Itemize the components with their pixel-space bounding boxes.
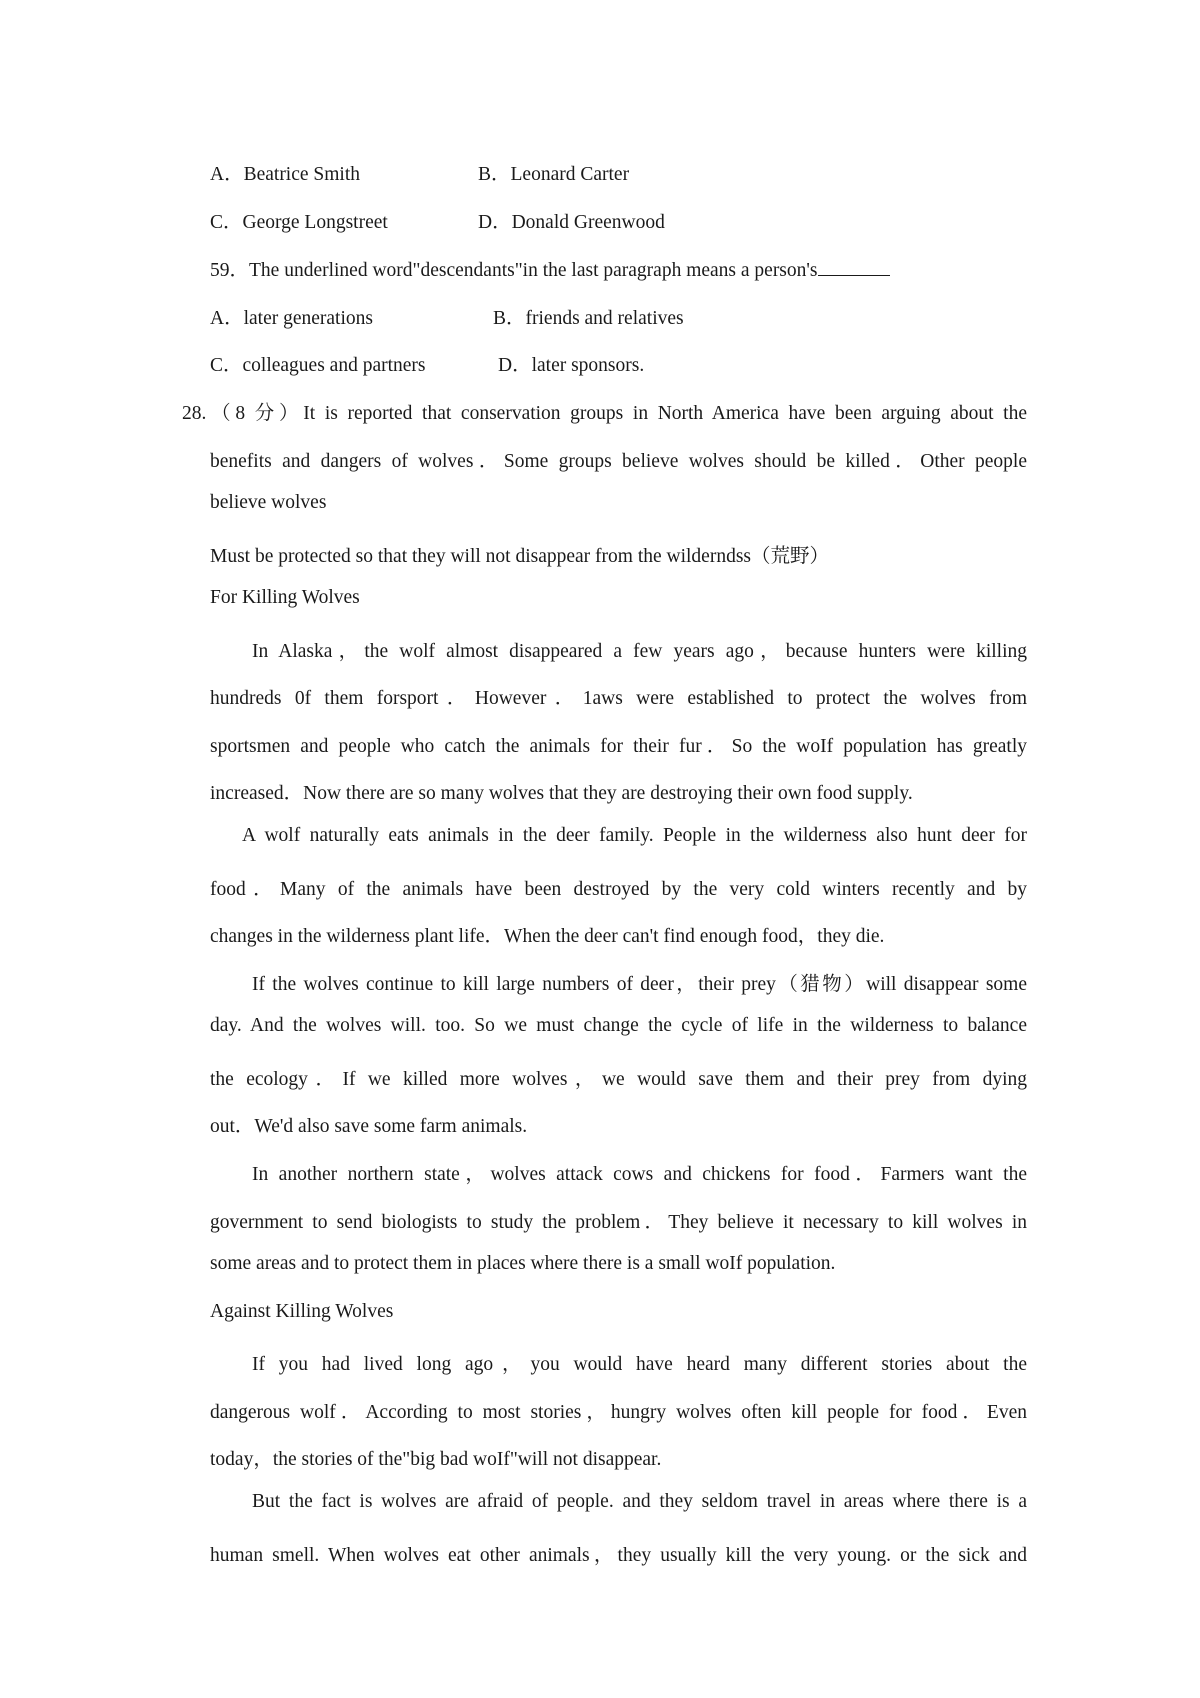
para3-line-2: day. And the wolves will. too. So we must change the cycle of life in the wilderness to balance [210, 1015, 1027, 1036]
q28-intro-line-2: benefits and dangers of wolves．Some groups believe wolves should be killed．Other people [210, 451, 1027, 472]
q59-stem-text: 59．The underlined word"descendants"in the last paragraph means a person's [210, 260, 818, 281]
heading-for-killing: For Killing Wolves [210, 587, 360, 608]
q58-option-c[interactable]: C．George Longstreet [210, 212, 388, 233]
para6-line-1: But the fact is wolves are afraid of people. and they seldom travel in areas where there is a [252, 1491, 1027, 1512]
q59-option-b[interactable]: B．friends and relatives [493, 308, 684, 329]
para3-line-3: the ecology．If we killed more wolves，we would save them and their prey from dying [210, 1069, 1027, 1090]
q59-stem [210, 254, 890, 282]
para4-line-1: In another northern state，wolves attack cows and chickens for food．Farmers want the [252, 1164, 1027, 1185]
q58-option-a[interactable]: A．Beatrice Smith [210, 164, 361, 185]
heading-against-killing: Against Killing Wolves [210, 1301, 394, 1322]
para1-line-4: increased．Now there are so many wolves that they are destroying their own food supply. [210, 783, 913, 804]
para5-line-3: today，the stories of the"big bad woIf"will not disappear. [210, 1449, 662, 1470]
para4-line-3: some areas and to protect them in places where there is a small woIf population. [210, 1253, 836, 1274]
para1-line-2: hundreds 0f them forsport．However．1aws were established to protect the wolves from [210, 688, 1027, 709]
q58-option-d[interactable]: D．Donald Greenwood [478, 212, 665, 233]
q59-option-a[interactable]: A．later generations [210, 308, 373, 329]
para2-line-3: changes in the wilderness plant life．When the deer can't find enough food，they die. [210, 926, 885, 947]
para1-line-3: sportsmen and people who catch the animals for their fur．So the woIf population has greatly [210, 736, 1027, 757]
para5-line-2: dangerous wolf．According to most stories，hungry wolves often kill people for food．Even [210, 1402, 1027, 1423]
para2-line-1: A wolf naturally eats animals in the deer family. People in the wilderness also hunt deer for [242, 825, 1027, 846]
q28-intro-line-3: believe wolves [210, 492, 327, 513]
q58-option-b[interactable]: B．Leonard Carter [478, 164, 630, 185]
para2-line-2: food．Many of the animals have been destroyed by the very cold winters recently and by [210, 879, 1027, 900]
para3-line-4: out．We'd also save some farm animals. [210, 1116, 528, 1137]
q59-option-c[interactable]: C．colleagues and partners [210, 355, 426, 376]
q59-option-d[interactable]: D．later sponsors. [498, 355, 645, 376]
para6-line-2: human smell. When wolves eat other animals，they usually kill the very young. or the sick and [210, 1545, 1027, 1566]
para4-line-2: government to send biologists to study the problem．They believe it necessary to kill wolves in [210, 1212, 1027, 1233]
para1-line-1: In Alaska，the wolf almost disappeared a few years ago，because hunters were killing [252, 641, 1027, 662]
q28-intro-line-1: 28.（8 分）It is reported that conservation groups in North America have been arguing about the [182, 403, 1027, 424]
para3-line-1: If the wolves continue to kill large numbers of deer，their prey（猎物）will disappear some [252, 974, 1027, 995]
answer-blank [818, 259, 890, 276]
q28-intro-line-4: Must be protected so that they will not disappear from the wilderndss（荒野） [210, 546, 830, 567]
para5-line-1: If you had lived long ago，you would have heard many different stories about the [252, 1354, 1027, 1375]
